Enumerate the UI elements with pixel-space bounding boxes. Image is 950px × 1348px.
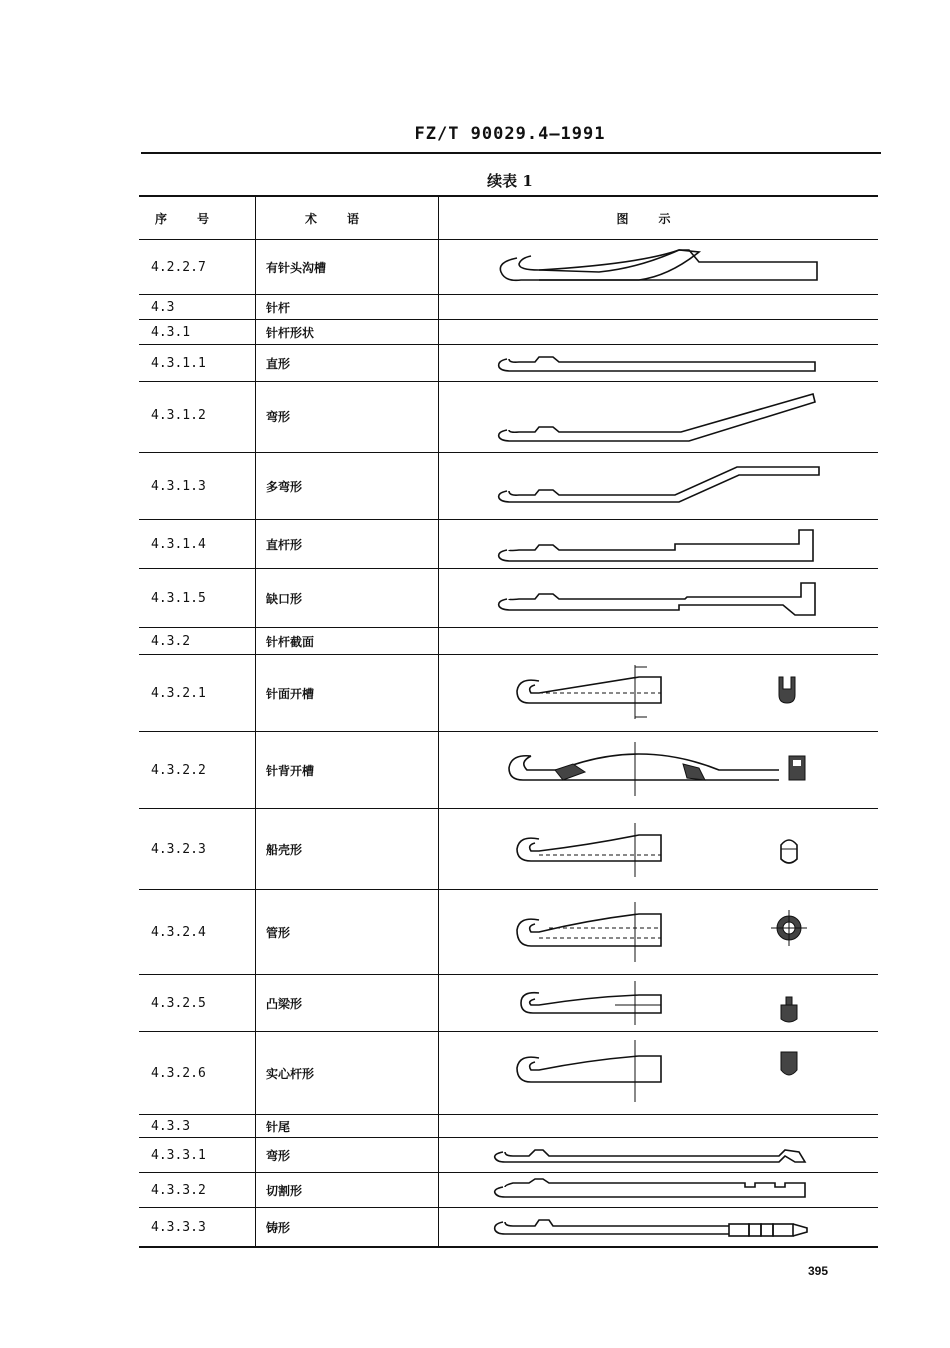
row-term: 多弯形: [255, 453, 438, 519]
row-figure: [438, 1115, 878, 1137]
row-number: 4.3.1.5: [151, 590, 206, 606]
row-number: 4.3.2.4: [151, 924, 206, 940]
row-term: 切割形: [255, 1173, 438, 1207]
row-number: 4.3.3: [151, 1118, 191, 1134]
straight-shank-figure: [439, 345, 879, 381]
table-row: [139, 1173, 878, 1208]
row-term: 缺口形: [255, 569, 438, 627]
row-term: 弯形: [255, 1138, 438, 1172]
table-row: [139, 240, 878, 295]
bent-shank-figure: [439, 382, 879, 452]
row-number: 4.3.2.3: [151, 841, 206, 857]
row-figure: [438, 345, 878, 381]
solid-shank-section-figure: [439, 1032, 879, 1114]
header-rule: [141, 152, 881, 154]
column-header-no: 序号: [154, 211, 239, 226]
standard-code: FZ/T 90029.4—1991: [414, 124, 606, 144]
row-number: 4.3.2.6: [151, 1065, 206, 1081]
table-title: 续表 1: [487, 172, 533, 190]
row-term: 船壳形: [255, 809, 438, 889]
face-grooved-section-figure: [439, 655, 879, 731]
row-figure: [438, 628, 878, 654]
cut-butt-figure: [439, 1173, 879, 1207]
row-term: 针面开槽: [255, 655, 438, 731]
back-grooved-section-figure: [439, 732, 879, 808]
cast-butt-figure: [439, 1208, 879, 1246]
table-row: [139, 320, 878, 345]
bent-butt-figure: [439, 1138, 879, 1172]
table-row: [139, 628, 878, 655]
row-number: 4.3.1: [151, 324, 191, 340]
row-term: 有针头沟槽: [255, 240, 438, 294]
row-term: 凸梁形: [255, 975, 438, 1031]
row-figure: [438, 453, 878, 519]
row-figure: [438, 240, 878, 294]
table-row: [139, 520, 878, 569]
row-number: 4.2.2.7: [151, 259, 206, 275]
row-figure: [438, 320, 878, 344]
row-number: 4.3.2.5: [151, 995, 206, 1011]
table-row: [139, 1138, 878, 1173]
row-term: 针杆形状: [255, 320, 438, 344]
table-row: [139, 732, 878, 809]
boat-shell-section-figure: [439, 809, 879, 889]
row-figure: [438, 655, 878, 731]
row-term: 弯形: [255, 382, 438, 452]
row-term: 管形: [255, 890, 438, 974]
row-figure: [438, 975, 878, 1031]
row-figure: [438, 520, 878, 568]
row-figure: [438, 1173, 878, 1207]
row-term: 直形: [255, 345, 438, 381]
row-number: 4.3.3.1: [151, 1147, 206, 1163]
table-row: [139, 382, 878, 453]
row-term: 直杆形: [255, 520, 438, 568]
row-term: 针背开槽: [255, 732, 438, 808]
row-number: 4.3.1.1: [151, 355, 206, 371]
needle-hook-groove-figure: [439, 240, 879, 294]
table-row: [139, 1208, 878, 1248]
row-number: 4.3.1.2: [151, 408, 206, 423]
multi-bent-shank-figure: [439, 453, 879, 519]
row-number: 4.3.3.3: [151, 1219, 206, 1235]
row-figure: [438, 569, 878, 627]
row-term: 铸形: [255, 1208, 438, 1246]
table-row: [139, 295, 878, 320]
page-number: 395: [808, 1264, 829, 1278]
row-term: 针杆截面: [255, 628, 438, 654]
row-number: 4.3.3.2: [151, 1182, 206, 1198]
notched-shank-figure: [439, 569, 879, 627]
table-row: [139, 453, 878, 520]
table-row: [139, 809, 878, 890]
row-number: 4.3.1.4: [151, 536, 206, 552]
row-number: 4.3.2.2: [151, 762, 206, 778]
row-number: 4.3.2.1: [151, 685, 206, 701]
table-row: [139, 569, 878, 628]
column-header-figure: 图示: [438, 197, 878, 239]
row-figure: [438, 1138, 878, 1172]
table-row: [139, 655, 878, 732]
row-number: 4.3.1.3: [151, 478, 206, 494]
row-number: 4.3: [151, 299, 175, 315]
row-term: 针尾: [255, 1115, 438, 1137]
convex-beam-section-figure: [439, 975, 879, 1031]
table-row: [139, 975, 878, 1032]
row-figure: [438, 1208, 878, 1246]
row-figure: [438, 382, 878, 452]
row-figure: [438, 1032, 878, 1114]
table-row: [139, 345, 878, 382]
straight-bar-shank-figure: [439, 520, 879, 568]
row-figure: [438, 295, 878, 319]
column-header-term: 术语: [255, 197, 438, 239]
row-number: 4.3.2: [151, 633, 191, 649]
table-header-row: [139, 195, 878, 240]
terms-table: [139, 195, 878, 1248]
row-term: 针杆: [255, 295, 438, 319]
row-figure: [438, 890, 878, 974]
table-row: [139, 1032, 878, 1115]
row-figure: [438, 732, 878, 808]
table-row: [139, 1115, 878, 1138]
tube-section-figure: [439, 890, 879, 974]
table-row: [139, 890, 878, 975]
row-term: 实心杆形: [255, 1032, 438, 1114]
row-figure: [438, 809, 878, 889]
